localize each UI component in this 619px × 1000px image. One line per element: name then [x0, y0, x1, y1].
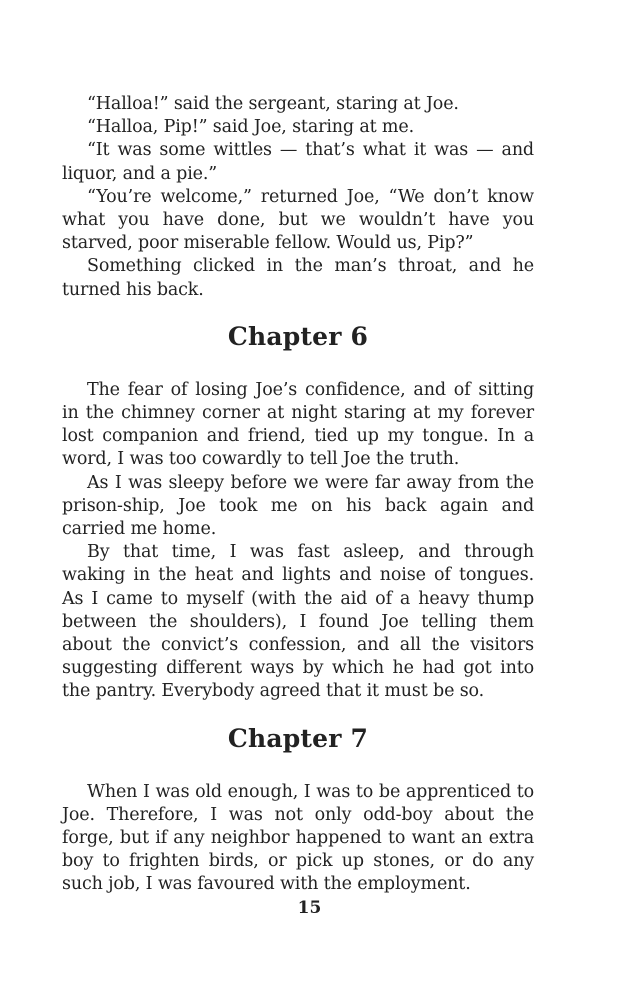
paragraph: Something clicked in the man’s throat, and he turned his back. — [62, 256, 534, 300]
intro-section — [62, 93, 534, 302]
paragraph: “It was some wittles — that’s what it was — and liquor, and a pie.” — [62, 140, 534, 184]
book-page — [62, 93, 534, 897]
chapter-7-title: Chapter 7 — [227, 723, 369, 753]
page-number: 15 — [297, 898, 322, 918]
paragraph: As I was sleepy before we were far away from the prison-ship, Joe took me on his back again and carried me home. — [62, 472, 534, 540]
paragraph: “You’re welcome,” returned Joe, “We don’t know what you have done, but we wouldn’t have you starved, poor miserable fellow. Would us, Pip?” — [62, 186, 534, 254]
chapter-6-title: Chapter 6 — [227, 321, 369, 351]
paragraph: “Halloa!” said the sergeant, staring at Joe. — [87, 94, 459, 114]
chapter-7-body — [62, 781, 534, 897]
chapter-6-body — [62, 379, 534, 704]
paragraph: By that time, I was fast asleep, and through waking in the heat and lights and noise of tongues. As I came to myself (with the aid of a heavy thump between the shoulders), I found Joe telling them about the convict’s confession, and all the visitors suggesting different ways by which he had got into the pantry. Everybody agreed that it must be so. — [62, 542, 534, 702]
paragraph: “Halloa, Pip!” said Joe, staring at me. — [87, 117, 414, 138]
paragraph: When I was old enough, I was to be apprenticed to Joe. Therefore, I was not only odd-boy about the forge, but if any neighbor happened to want an extra boy to frighten birds, or pick up stones, or do any such job, I was favoured with the employment. — [62, 781, 534, 895]
paragraph: The fear of losing Joe’s confidence, and of sitting in the chimney corner at night staring at my forever lost companion and friend, tied up my tongue. In a word, I was too cowardly to tell Joe the truth. — [62, 379, 534, 470]
